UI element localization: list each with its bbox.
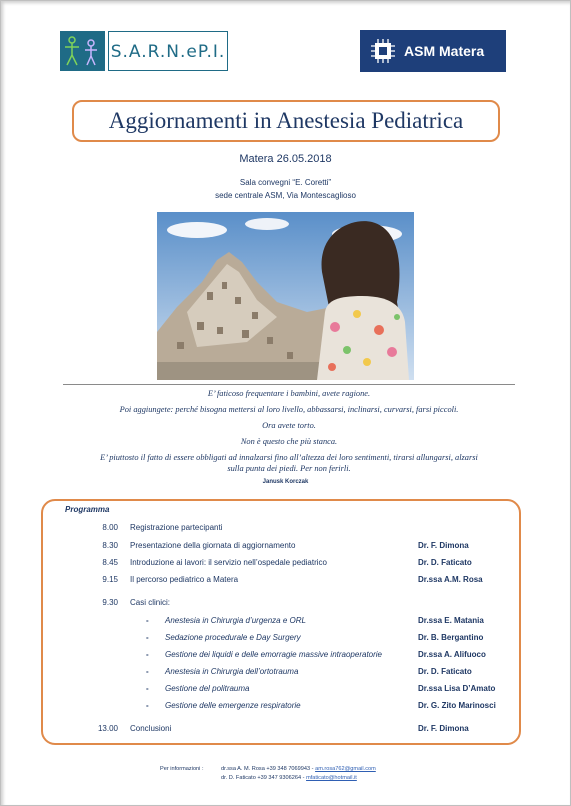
footer-contact-1 [221,766,376,772]
quote-line-2: Poi aggiungete: perché bisogna mettersi al loro livello, abbassarsi, inclinarsi, curvarsi, farsi piccoli. [119,405,459,414]
case-topic: Anestesia in Chirurgia dell’ortotrauma [165,667,299,676]
program-topic: Conclusioni [130,724,172,733]
quote-line-5: E’ piuttosto il fatto di essere obbligati ad innalzarsi fino all’altezza dei loro sentimenti, tirarsi allungarsi, alzarsi [100,453,478,462]
program-topic: Casi clinici: [130,598,171,607]
bullet-dash: - [146,616,149,625]
program-time: 8.45 [102,558,118,567]
asm-logo [360,30,506,72]
case-speaker: Dr.ssa A. Alifuoco [418,650,486,659]
bullet-dash: - [146,684,149,693]
case-topic: Gestione delle emergenze respiratorie [165,701,301,710]
child-matera-photo [157,212,414,380]
children-figures-icon [60,31,105,71]
quote-line-4: Non è questo che più stanca. [240,437,338,446]
program-speaker: Dr. F. Dimona [418,724,469,733]
quote-author: Janusk Korczak [262,479,309,485]
chip-icon [370,38,396,64]
case-topic: Sedazione procedurale e Day Surgery [165,633,301,642]
case-speaker: Dr.ssa Lisa D’Amato [418,684,496,693]
program-topic: Introduzione ai lavori: il servizio nell’ospedale pediatrico [130,558,327,567]
email-link-1[interactable]: am.rosa762@gmail.com [315,766,376,772]
program-title: Programma [65,505,110,514]
program-topic: Presentazione della giornata di aggiornamento [130,541,296,550]
program-time: 9.15 [102,575,118,584]
case-speaker: Dr.ssa E. Matania [418,616,484,625]
case-topic: Gestione dei liquidi e delle emorragie massive intraoperatorie [165,650,383,659]
case-topic: Gestione del politrauma [165,684,250,693]
program-time: 9.30 [102,598,118,607]
case-speaker: Dr. G. Zito Marinosci [418,701,496,710]
asm-wordmark: ASM Matera [404,43,485,59]
bullet-dash: - [146,633,149,642]
venue-address: sede centrale ASM, Via Montescaglioso [215,191,356,200]
event-date: Matera 26.05.2018 [239,153,332,165]
bullet-dash: - [146,650,149,659]
contact-1-text: dr.ssa A. M. Rosa +39 348 7069943 - [221,766,316,772]
bullet-dash: - [146,667,149,676]
program-topic: Il percorso pediatrico a Matera [130,575,239,584]
program-speaker: Dr. D. Faticato [418,558,472,567]
bullet-dash: - [146,701,149,710]
contact-2-text: dr. D. Faticato +39 347 9306264 - [221,775,307,781]
program-time: 8.00 [102,523,118,532]
footer-label: Per informazioni : [160,766,204,772]
footer-contact-2 [221,775,357,781]
quote-line-1: E’ faticoso frequentare i bambini, avete ragione. [207,389,371,398]
program-time: 13.00 [97,724,118,733]
case-speaker: Dr. D. Faticato [418,667,472,676]
program-time: 8.30 [102,541,118,550]
venue-name: Sala convegni “E. Coretti” [239,178,332,187]
page-title: Aggiornamenti in Anestesia Pediatrica [72,100,500,142]
case-speaker: Dr. B. Bergantino [418,633,484,642]
program-speaker: Dr. F. Dimona [418,541,469,550]
divider-line [63,384,515,385]
quote-line-6: sulla punta dei piedi. Per non ferirli. [227,464,351,473]
program-topic: Registrazione partecipanti [130,523,223,532]
sarnepi-logo [60,31,228,71]
sarnepi-wordmark: S.A.R.N.eP.I. [108,31,228,71]
quote-line-3: Ora avete torto. [262,421,316,430]
case-topic: Anestesia in Chirurgia d’urgenza e ORL [165,616,306,625]
program-speaker: Dr.ssa A.M. Rosa [418,575,483,584]
email-link-2[interactable]: mfaticato@hotmail.it [306,775,357,781]
